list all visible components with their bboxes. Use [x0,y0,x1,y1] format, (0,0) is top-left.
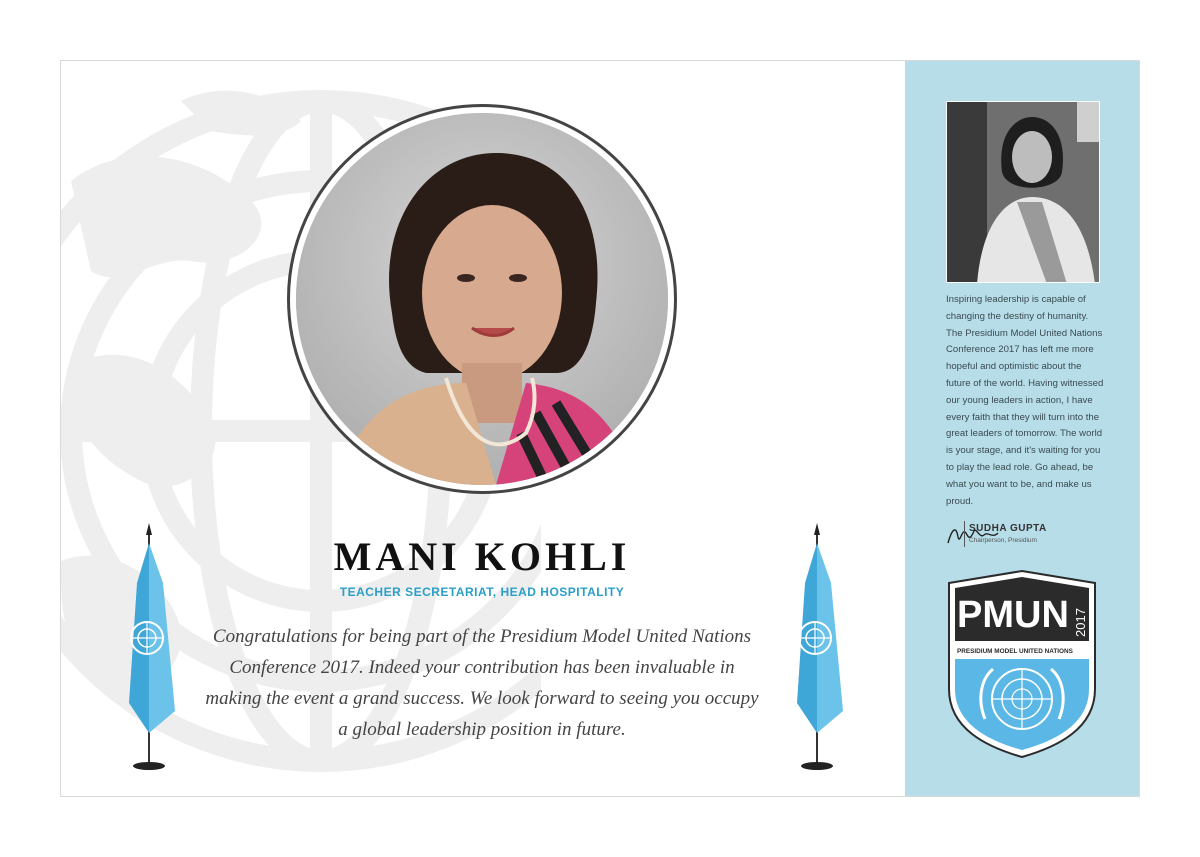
honoree-portrait [287,104,677,494]
chairperson-photo [946,101,1100,283]
signature-divider [964,521,965,547]
pmun-badge-logo [947,569,1097,759]
certificate-card [60,60,1140,797]
signatory-name: SUDHA GUPTA [969,523,1047,534]
congratulation-message: Congratulations for being part of the Presidium Model United Nations Conference 2017. Indeed your contribution has been invaluable in making the event a grand success. We look forward to seeing you occupy a global leadership position in future. [205,626,759,740]
honoree-photo [296,113,668,485]
badge-subtitle: PRESIDIUM MODEL UNITED NATIONS [957,648,1073,655]
signatory-title: Chairperson, Presidium [969,537,1037,544]
un-flag-right-icon [787,523,847,773]
honoree-role: TEACHER SECRETARIAT, HEAD HOSPITALITY [339,585,625,599]
sidebar-panel [905,61,1140,797]
badge-year: 2017 [1073,608,1088,637]
un-flag-left-icon [119,523,179,773]
honoree-name: MANI KOHLI [333,534,631,579]
badge-acronym: PMUN [957,594,1069,636]
chairperson-quote: Inspiring leadership is capable of changing the destiny of humanity. The Presidium Model United Nations Conference 2017 has left me more hopeful and optimistic about the future of the world. Having witnessed our young leaders in action, I have every faith that they will turn into the great leaders of tomorrow. The world is your stage, and it's waiting for you to play the lead role. Go ahead, be what you want to be, and make us proud. [946,294,1104,507]
